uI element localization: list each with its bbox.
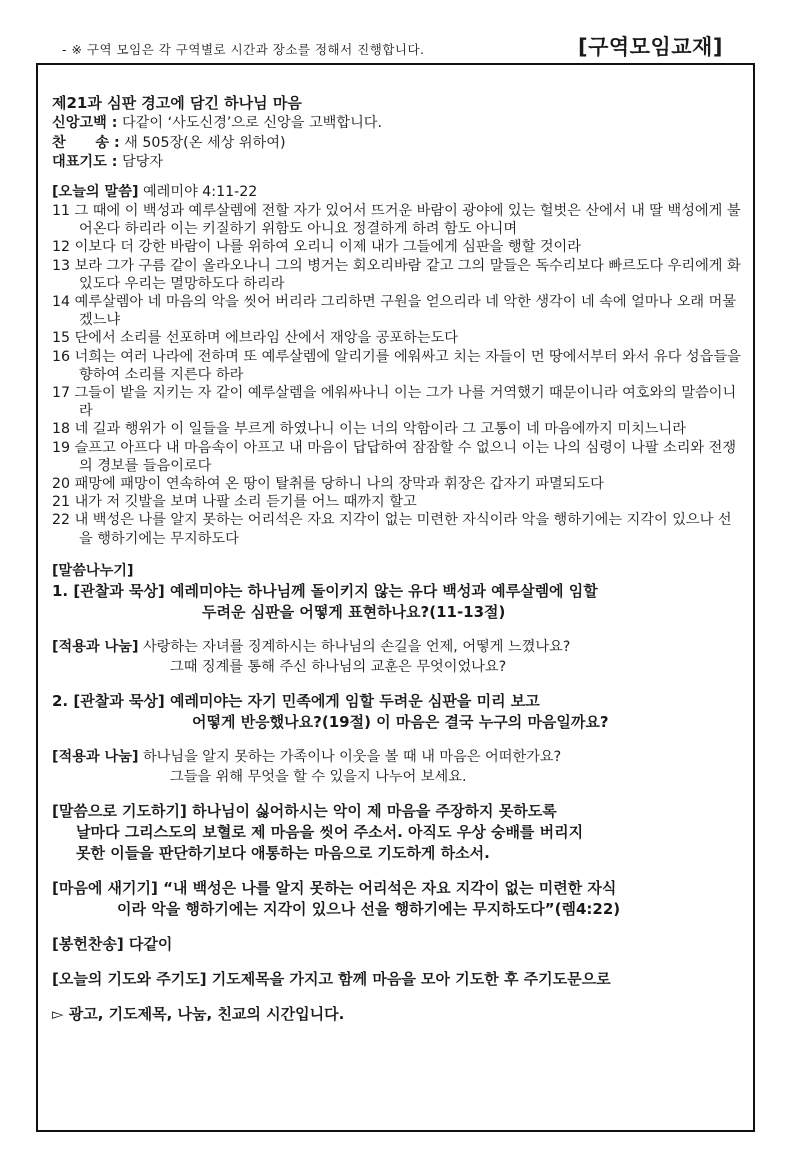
verse-16: 16 너희는 여러 나라에 전하며 또 예루살렘에 알리기를 에워싸고 치는 자들이 먼 땅에서부터 와서 유다 성읍들을 향하여 소리를 지른다 하라 [52, 348, 741, 383]
question-1-line1: 1. [관찰과 묵상] 예레미야는 하나님께 돌이키지 않는 유다 백성과 예루살렘에 임할 [52, 582, 598, 601]
hymn-line [52, 134, 742, 154]
word-prayer [52, 801, 742, 864]
prayer-leader-text: 담당자 [117, 154, 164, 170]
apply-1-text: 사랑하는 자녀를 징계하시는 하나님의 손길을 언제, 어떻게 느꼈나요? [138, 639, 571, 656]
memory-verse [52, 878, 742, 920]
word-prayer-line3: 못한 이들을 판단하기보다 애통하는 마음으로 기도하게 하소서. [76, 844, 490, 863]
apply-2-line1 [52, 747, 742, 767]
creed-label: 신앙고백 : [52, 115, 118, 131]
apply-1 [52, 637, 742, 677]
question-2-line2: 어떻게 반응했나요?(19절) 이 마음은 결국 누구의 마음일까요? [192, 713, 609, 732]
header-note: - ※ 구역 모임은 각 구역별로 시간과 장소를 정해서 진행합니다. [62, 42, 425, 57]
lesson-title: 제21과 심판 경고에 담긴 하나님 마음 [52, 94, 302, 112]
lords-prayer: [오늘의 기도와 주기도] 기도제목을 가지고 함께 마음을 모아 기도한 후 주기도문으로 [52, 970, 611, 989]
question-2-line1: 2. [관찰과 묵상] 예레미야는 자기 민족에게 임할 두려운 심판을 미리 보고 [52, 692, 540, 711]
sharing-heading: [말씀나누기] [52, 562, 134, 579]
hymn-label: 찬 송 : [52, 134, 120, 151]
verse-list [52, 202, 742, 548]
scripture-ref: 예레미야 4:11-22 [138, 183, 258, 200]
verse-22: 22 내 백성은 나를 알지 못하는 어리석은 자요 지각이 없는 미련한 자식이라 악을 행하기에는 지각이 있으나 선을 행하기에는 무지하도다 [52, 512, 732, 547]
verse-18: 18 네 길과 행위가 이 일들을 부르게 하였나니 이는 너의 악함이라 그 고통이 네 마음에까지 미치느니라 [52, 421, 686, 438]
prayer-leader-line [52, 153, 742, 173]
verse-20: 20 패망에 패망이 연속하여 온 땅이 탈취를 당하니 나의 장막과 휘장은 갑자기 파멸되도다 [52, 476, 604, 493]
verse-12: 12 이보다 더 강한 바람이 나를 위하여 오리니 이제 내가 그들에게 심판을 행할 것이라 [52, 239, 581, 256]
word-prayer-line1: [말씀으로 기도하기] 하나님이 싫어하시는 악이 제 마음을 주장하지 못하도록 [52, 802, 557, 821]
creed-text: 다같이 ‘사도신경’으로 신앙을 고백합니다. [117, 115, 382, 131]
material-tag: [구역모임교재] [578, 35, 723, 59]
verse-15: 15 단에서 소리를 선포하며 에브라임 산에서 재앙을 공포하는도다 [52, 330, 458, 347]
announcements: ▻ 광고, 기도제목, 나눔, 친교의 시간입니다. [52, 1005, 345, 1024]
memory-verse-line2: 이라 악을 행하기에는 지각이 있으나 선을 행하기에는 무지하도다”(렘4:22) [117, 900, 621, 919]
verse-14: 14 예루살렘아 네 마음의 악을 씻어 버리라 그리하면 구원을 얻으리라 네 악한 생각이 네 속에 얼마나 오래 머물겠느냐 [52, 294, 737, 329]
verse-13: 13 보라 그가 구름 같이 올라오나니 그의 병거는 회오리바람 같고 그의 말들은 독수리보다 빠르도다 우리에게 화 있도다 우리는 멸망하도다 하리라 [52, 257, 741, 292]
question-1 [52, 581, 742, 623]
prayer-leader-label: 대표기도 : [52, 154, 118, 170]
apply-2 [52, 747, 742, 787]
question-1-line2: 두려운 심판을 어떻게 표현하나요?(11-13절) [202, 603, 506, 622]
word-prayer-line2: 날마다 그리스도의 보혈로 제 마음을 씻어 주소서. 아직도 우상 숭배를 버리지 [76, 823, 584, 842]
apply-1-label: [적용과 나눔] [52, 639, 139, 656]
verse-11: 11 그 때에 이 백성과 예루살렘에 전할 자가 있어서 뜨거운 바람이 광야에 있는 헐벗은 산에서 내 딸 백성에게 불어온다 하리라 이는 키질하기 위함도 아니요 정결하게 하려 함도 아니며 [52, 203, 741, 238]
scripture-heading [52, 183, 742, 203]
creed-line [52, 114, 742, 134]
verse-19: 19 슬프고 아프다 내 마음속이 아프고 내 마음이 답답하여 잠잠할 수 없으니 이는 나의 심령이 나팔 소리와 전쟁의 경보를 들음이로다 [52, 439, 737, 474]
verse-21: 21 내가 저 깃발을 보며 나팔 소리 듣기를 어느 때까지 할고 [52, 494, 417, 511]
apply-1-line1 [52, 637, 742, 657]
apply-1-line2: 그때 징계를 통해 주신 하나님의 교훈은 무엇이었나요? [170, 659, 507, 676]
question-2 [52, 691, 742, 733]
offering-hymn: [봉헌찬송] 다같이 [52, 935, 173, 954]
apply-2-text: 하나님을 알지 못하는 가족이나 이웃을 볼 때 내 마음은 어떠한가요? [138, 749, 562, 766]
lesson-content [52, 93, 742, 1025]
apply-2-line2: 그들을 위해 무엇을 할 수 있을지 나누어 보세요. [170, 769, 467, 786]
apply-2-label: [적용과 나눔] [52, 749, 139, 766]
memory-verse-line1: [마음에 새기기] “내 백성은 나를 알지 못하는 어리석은 자요 지각이 없는 미련한 자식 [52, 879, 617, 898]
hymn-text: 새 505장(온 세상 위하여) [119, 134, 286, 151]
scripture-label: [오늘의 말씀] [52, 183, 139, 200]
verse-17: 17 그들이 밭을 지키는 자 같이 예루살렘을 에워싸나니 이는 그가 나를 거역했기 때문이니라 여호와의 말씀이니라 [52, 385, 737, 420]
